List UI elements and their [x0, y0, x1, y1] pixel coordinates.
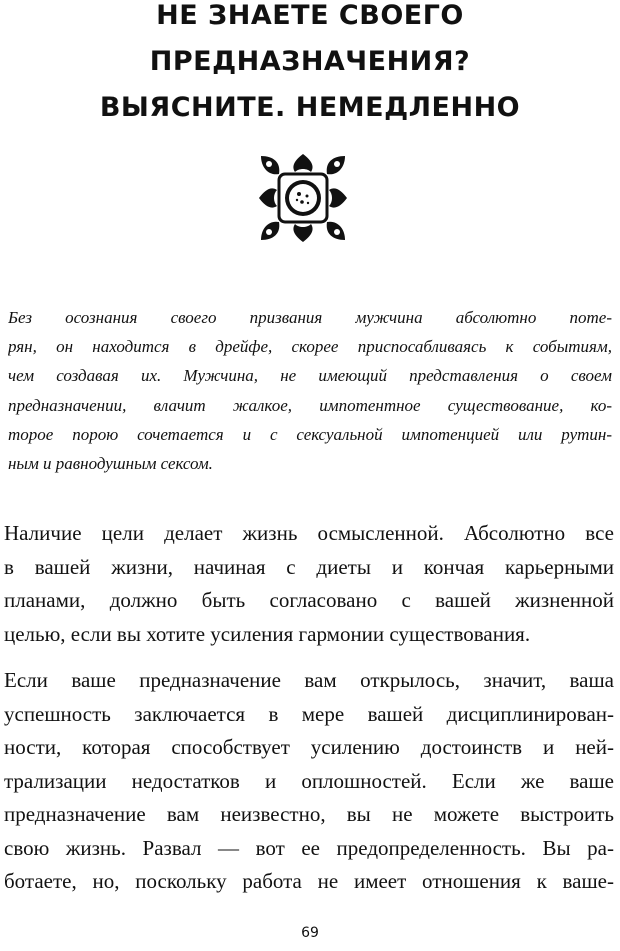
paragraph-line: планами, должно быть согласовано с вашей жизненной	[4, 588, 614, 612]
epigraph-line: торое порою сочетается и с сексуальной импотенцией или рутин-	[8, 424, 612, 444]
paragraph-2	[4, 664, 614, 899]
chapter-title-line-2: ПРЕДНАЗНАЧЕНИЯ?	[149, 46, 471, 77]
epigraph	[8, 303, 612, 478]
paragraph-1	[4, 517, 614, 651]
paragraph-line: трализации недостатков и оплошностей. Если же ваше	[4, 768, 614, 793]
paragraph-line: предназначение вам неизвестно, вы не можете выстроить	[4, 802, 614, 826]
paragraph-line: ботаете, но, поскольку работа не имеет отношения к ваше-	[4, 869, 614, 893]
chapter-title-line-1: НЕ ЗНАЕТЕ СВОЕГО	[156, 0, 464, 31]
epigraph-line: Без осознания своего призвания мужчина абсолютно поте-	[8, 308, 612, 327]
epigraph-line: предназначении, влачит жалкое, импотентное существование, ко-	[8, 395, 612, 415]
decorative-ornament-icon	[255, 150, 351, 246]
epigraph-line: ным и равнодушным сексом.	[8, 454, 213, 474]
paragraph-line: в вашей жизни, начиная с диеты и кончая карьерными	[4, 554, 614, 579]
paragraph-line: свою жизнь. Развал — вот ее предопределенность. Вы ра-	[4, 835, 614, 860]
paragraph-line: Наличие цели делает жизнь осмысленной. Абсолютно все	[4, 521, 614, 545]
epigraph-line: рян, он находится в дрейфе, скорее приспосабливаясь к событиям,	[8, 337, 612, 357]
page-number: 69	[301, 925, 319, 941]
chapter-title-line-3: ВЫЯСНИТЕ. НЕМЕДЛЕННО	[99, 92, 521, 123]
paragraph-line: ности, которая способствует усилению достоинств и ней-	[4, 735, 614, 759]
paragraph-line: успешность заключается в мере вашей дисциплинирован-	[4, 701, 614, 726]
paragraph-line: Если ваше предназначение вам открылось, значит, ваша	[4, 668, 614, 692]
epigraph-line: чем создавая их. Мужчина, не имеющий представления о своем	[8, 366, 612, 386]
paragraph-line: целью, если вы хотите усиления гармонии существования.	[4, 621, 531, 646]
